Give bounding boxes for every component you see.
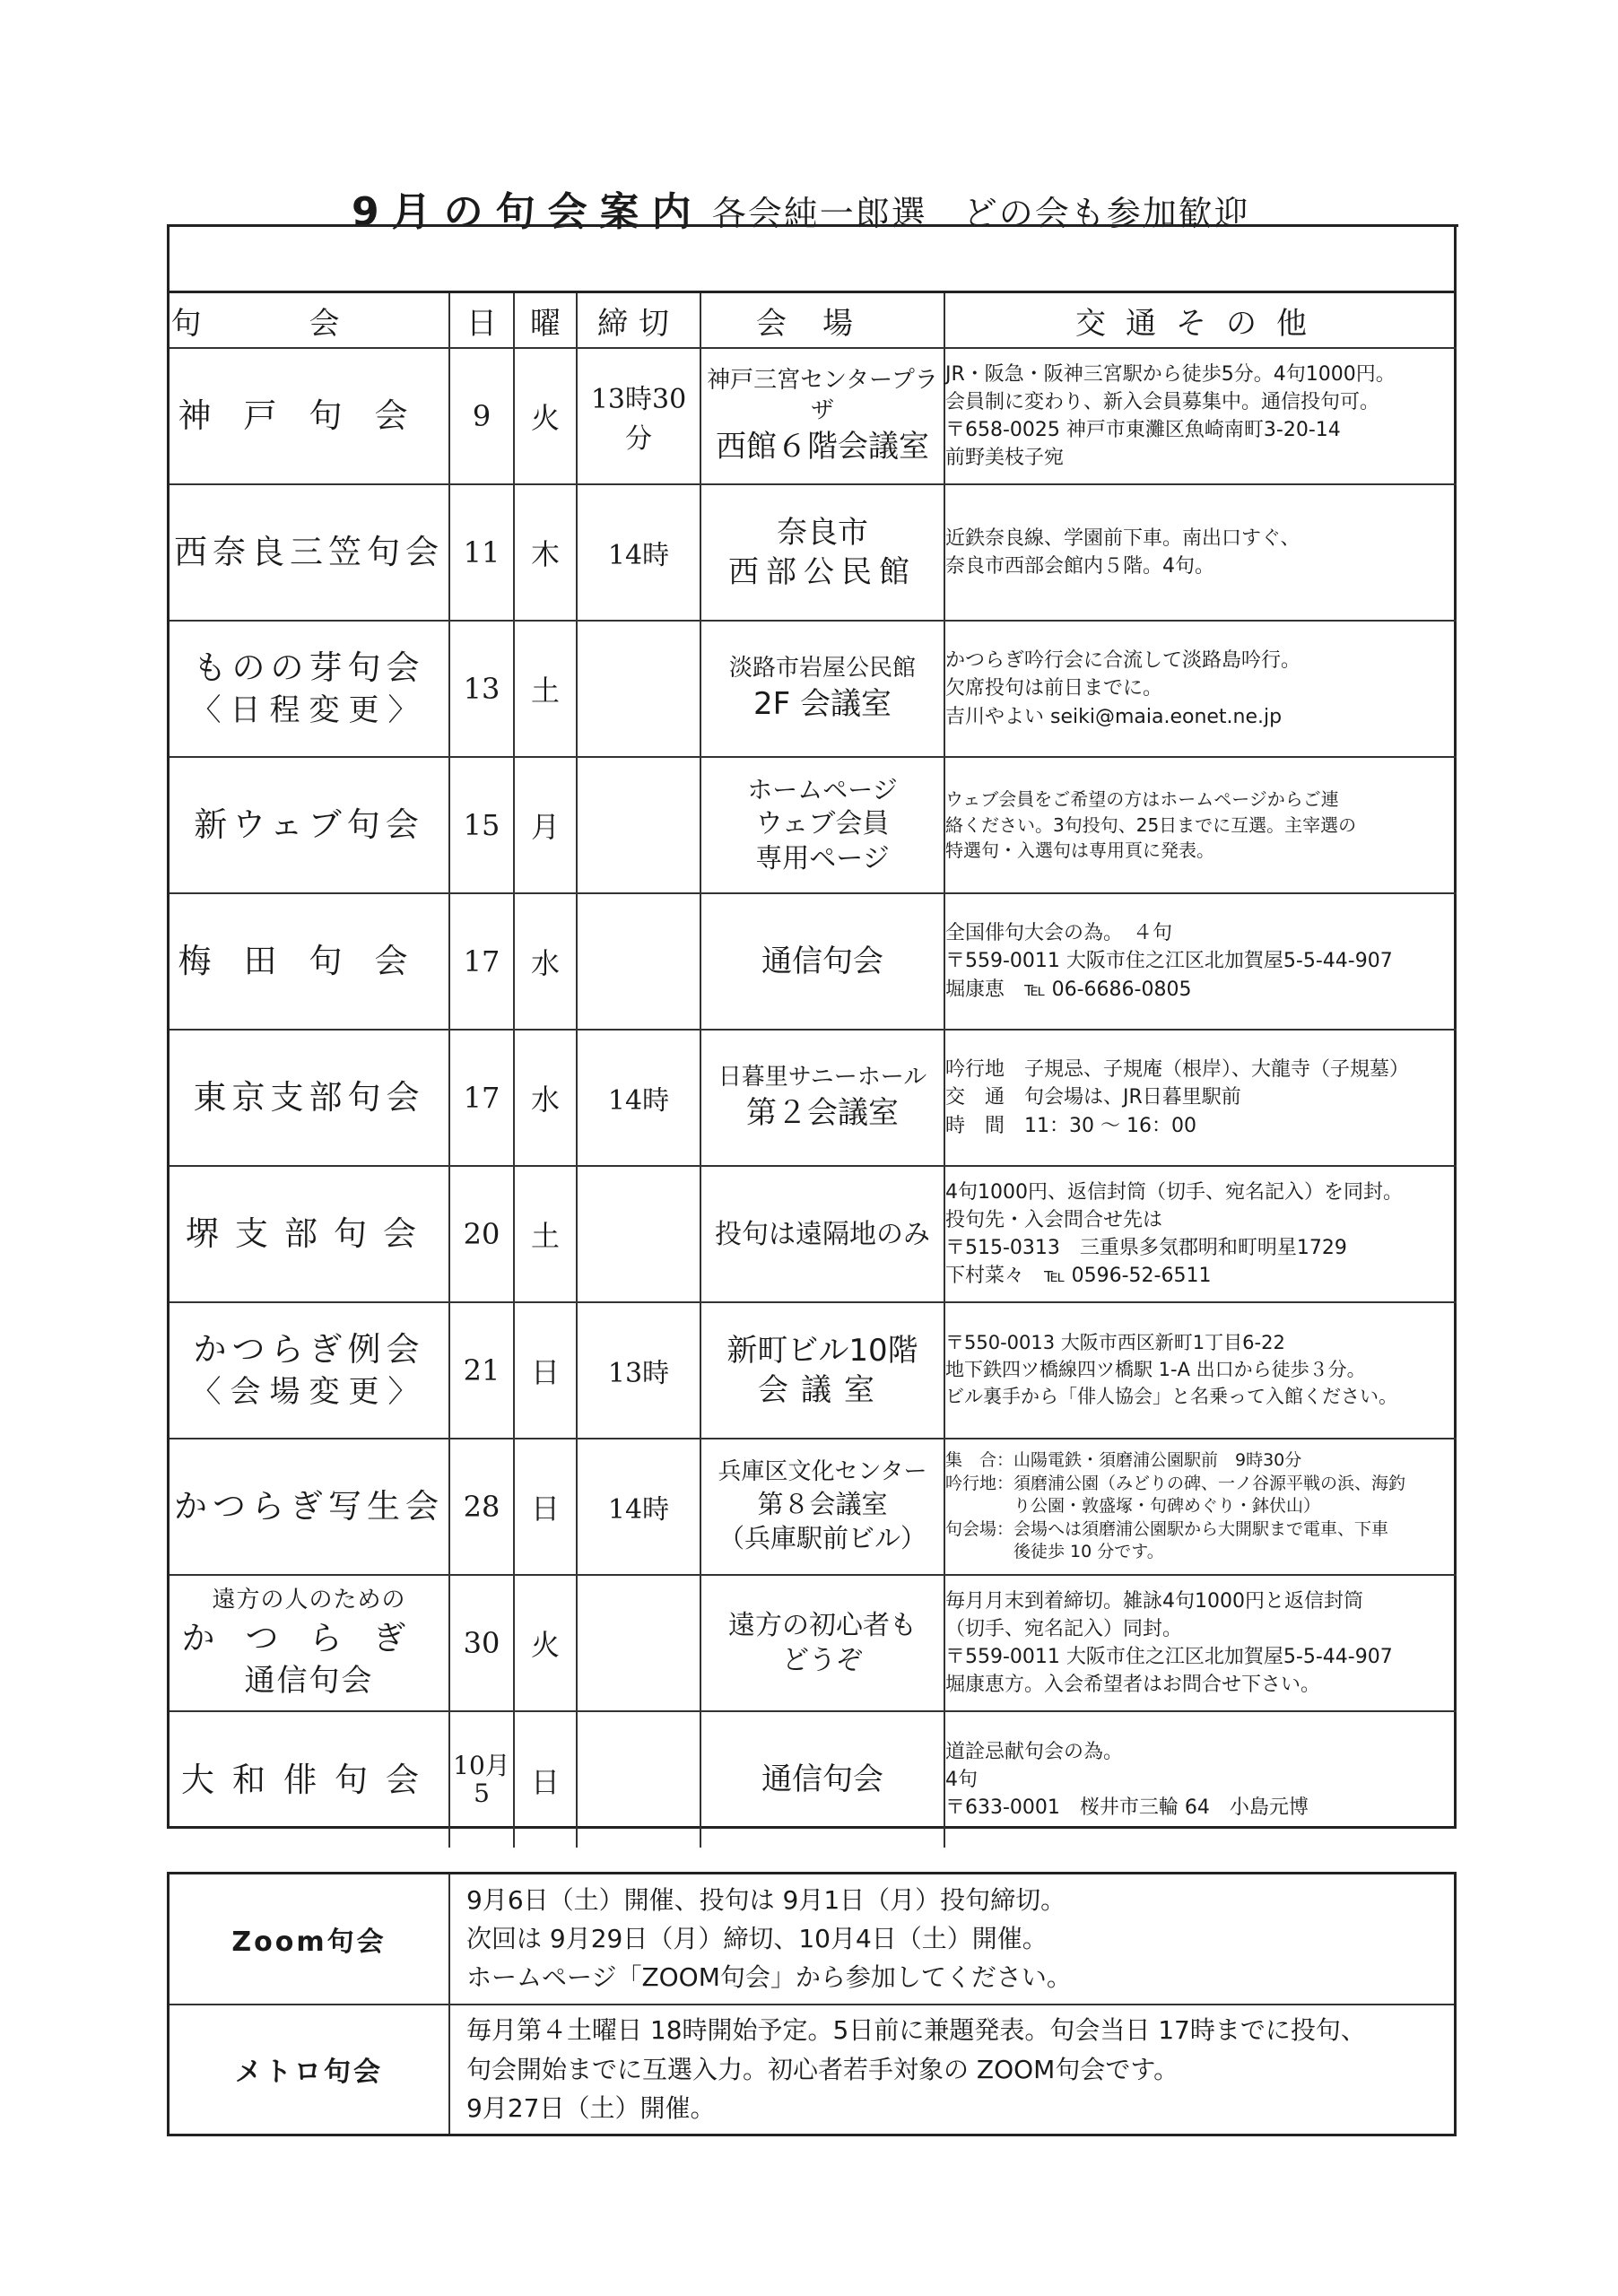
title-subtitle: 各会純一郎選 どの会も参加歓迎	[711, 194, 1250, 233]
day-cell: 11	[449, 484, 514, 621]
table-row	[170, 1166, 1457, 1302]
header-deadline: 締切	[577, 293, 700, 348]
venue-cell: 奈良市 西部公民館	[700, 484, 944, 621]
deadline-cell: 13時30分	[577, 348, 700, 484]
weekday-cell: 水	[514, 893, 577, 1030]
day-cell: 17	[449, 893, 514, 1030]
venue-cell: 遠方の初心者も どうぞ	[700, 1575, 944, 1711]
weekday-cell: 土	[514, 621, 577, 757]
table-row	[170, 621, 1457, 757]
info-cell: 全国俳句大会の為。 ４句 〒559-0011 大阪市住之江区北加賀屋5-5-44-907 堀康恵 ℡ 06-6686-0805	[944, 893, 1457, 1030]
weekday-cell: 日	[514, 1439, 577, 1575]
venue-cell: 淡路市岩屋公民館 2F 会議室	[700, 621, 944, 757]
deadline-cell	[577, 1575, 700, 1711]
day-cell: 9	[449, 348, 514, 484]
deadline-cell	[577, 893, 700, 1030]
kukai-name: かつらぎ例会 〈会場変更〉	[170, 1302, 449, 1439]
kukai-name: 堺支部句会	[170, 1166, 449, 1302]
table-row	[170, 1302, 1457, 1439]
info-cell: 吟行地 子規忌、子規庵（根岸）、大龍寺（子規墓） 交 通 句会場は、JR日暮里駅前 時 間 11：30 ～ 16：00	[944, 1030, 1457, 1166]
header-name: 句会	[170, 293, 449, 348]
schedule-header-row	[170, 293, 1457, 348]
online-kukai-info: 毎月第４土曜日 18時開始予定。5日前に兼題発表。句会当日 17時までに投句、 句会開始までに互選入力。初心者若手対象の ZOOM句会です。 9月27日（土）開催。	[449, 2005, 1454, 2135]
day-cell: 13	[449, 621, 514, 757]
table-row	[170, 757, 1457, 893]
online-kukai-table	[170, 1874, 1454, 2134]
table-row	[170, 1439, 1457, 1575]
venue-cell: 通信句会	[700, 1711, 944, 1848]
weekday-cell: 日	[514, 1302, 577, 1439]
weekday-cell: 木	[514, 484, 577, 621]
info-cell: 毎月月末到着締切。雑詠4句1000円と返信封筒 （切手、宛名記入）同封。 〒559-0011 大阪市住之江区北加賀屋5-5-44-907 堀康恵方。入会希望者はお問合せ下さい。	[944, 1575, 1457, 1711]
venue-cell: 兵庫区文化センター 第８会議室 （兵庫駅前ビル）	[700, 1439, 944, 1575]
day-cell: 17	[449, 1030, 514, 1166]
day-cell: 28	[449, 1439, 514, 1575]
online-kukai-info: 9月6日（土）開催、投句は 9月1日（月）投句締切。 次回は 9月29日（月）締切、10月4日（土）開催。 ホームページ「ZOOM句会」から参加してください。	[449, 1874, 1454, 2005]
info-cell: JR・阪急・阪神三宮駅から徒歩5分。4句1000円。 会員制に変わり、新入会員募集中。通信投句可。 〒658-0025 神戸市東灘区魚崎南町3-20-14 前野美枝子宛	[944, 348, 1457, 484]
weekday-cell: 水	[514, 1030, 577, 1166]
deadline-cell: 14時	[577, 1030, 700, 1166]
info-cell: 近鉄奈良線、学園前下車。南出口すぐ、 奈良市西部会館内５階。4句。	[944, 484, 1457, 621]
kukai-name: ものの芽句会 〈日程変更〉	[170, 621, 449, 757]
schedule-table-frame	[167, 224, 1457, 1829]
deadline-cell: 14時	[577, 484, 700, 621]
schedule-table	[170, 293, 1457, 1848]
online-kukai-table-frame	[167, 1872, 1457, 2136]
kukai-name: 遠方の人のための かつらぎ 通信句会	[170, 1575, 449, 1711]
deadline-cell	[577, 1166, 700, 1302]
kukai-name: 新ウェブ句会	[170, 757, 449, 893]
kukai-name: 梅田句会	[170, 893, 449, 1030]
online-kukai-name: メトロ句会	[170, 2005, 449, 2135]
info-cell: 集 合：山陽電鉄・須磨浦公園駅前 9時30分 吟行地：須磨浦公園（みどりの碑、一ノ谷源平戦の浜、海釣 り公園・敦盛塚・句碑めぐり・鉢伏山） 句会場：会場へは須磨浦公園駅から大開駅まで電車、下車 後徒歩 10 分です。	[944, 1439, 1457, 1575]
weekday-cell: 火	[514, 348, 577, 484]
kukai-name: 東京支部句会	[170, 1030, 449, 1166]
venue-cell: 新町ビル10階 会議室	[700, 1302, 944, 1439]
deadline-cell	[577, 1711, 700, 1848]
kukai-name: 西奈良三笠句会	[170, 484, 449, 621]
info-cell: 4句1000円、返信封筒（切手、宛名記入）を同封。 投句先・入会問合せ先は 〒515-0313 三重県多気郡明和町明星1729 下村菜々 ℡ 0596-52-6511	[944, 1166, 1457, 1302]
day-cell: 20	[449, 1166, 514, 1302]
deadline-cell: 13時	[577, 1302, 700, 1439]
weekday-cell: 月	[514, 757, 577, 893]
table-row	[170, 1874, 1454, 2005]
header-venue: 会場	[700, 293, 944, 348]
deadline-cell	[577, 621, 700, 757]
online-kukai-name: Zoom句会	[170, 1874, 449, 2005]
info-cell: 〒550-0013 大阪市西区新町1丁目6-22 地下鉄四ツ橋線四ツ橋駅 1-A 出口から徒歩３分。 ビル裏手から「俳人協会」と名乗って入館ください。	[944, 1302, 1457, 1439]
kukai-name: かつらぎ写生会	[170, 1439, 449, 1575]
day-cell: 21	[449, 1302, 514, 1439]
header-day: 日	[449, 293, 514, 348]
kukai-name: 神戸句会	[170, 348, 449, 484]
info-cell: ウェブ会員をご希望の方はホームページからご連 絡ください。3句投句、25日までに互選。主宰選の 特選句・入選句は専用頁に発表。	[944, 757, 1457, 893]
venue-cell: 投句は遠隔地のみ	[700, 1166, 944, 1302]
info-cell: 道詮忌献句会の為。 4句 〒633-0001 桜井市三輪 64 小島元博	[944, 1711, 1457, 1848]
day-cell: 10月5	[449, 1711, 514, 1848]
info-cell: かつらぎ吟行会に合流して淡路島吟行。 欠席投句は前日までに。 吉川やよい seiki@maia.eonet.ne.jp	[944, 621, 1457, 757]
day-cell: 30	[449, 1575, 514, 1711]
venue-cell: 神戸三宮センタープラザ 西館６階会議室	[700, 348, 944, 484]
table-row	[170, 893, 1457, 1030]
table-row	[170, 2005, 1454, 2135]
deadline-cell: 14時	[577, 1439, 700, 1575]
title-main: 9月の句会案内	[352, 189, 704, 235]
venue-cell: ホームページ ウェブ会員 専用ページ	[700, 757, 944, 893]
venue-cell: 日暮里サニーホール 第２会議室	[700, 1030, 944, 1166]
table-row	[170, 1575, 1457, 1711]
day-cell: 15	[449, 757, 514, 893]
header-info: 交通その他	[944, 293, 1457, 348]
weekday-cell: 土	[514, 1166, 577, 1302]
table-row	[170, 484, 1457, 621]
weekday-cell: 火	[514, 1575, 577, 1711]
kukai-name: 大和俳句会	[170, 1711, 449, 1848]
table-row	[170, 348, 1457, 484]
header-weekday: 曜	[514, 293, 577, 348]
weekday-cell: 日	[514, 1711, 577, 1848]
table-row	[170, 1030, 1457, 1166]
deadline-cell	[577, 757, 700, 893]
table-row	[170, 1711, 1457, 1848]
venue-cell: 通信句会	[700, 893, 944, 1030]
schedule-top-strip	[170, 227, 1454, 293]
